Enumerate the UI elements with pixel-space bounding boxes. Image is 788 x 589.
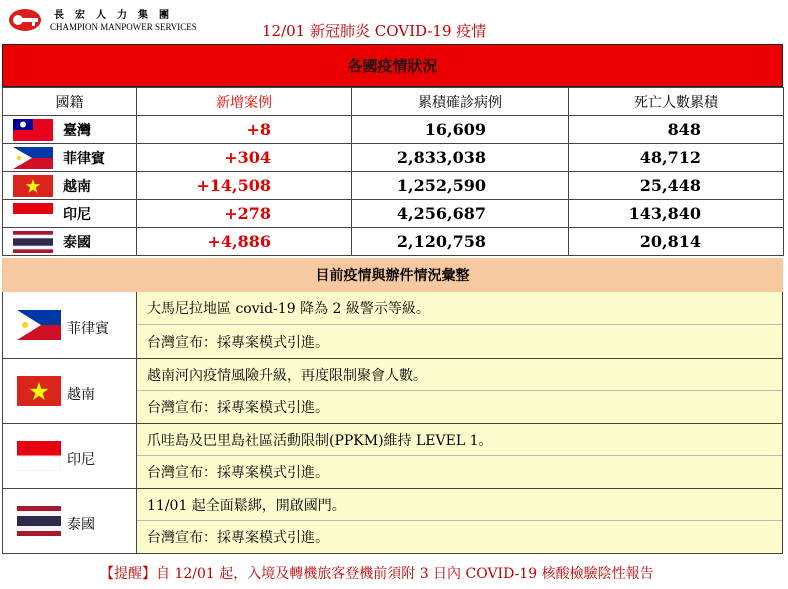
table-row (3, 172, 784, 200)
summary-country-name: 泰國 (67, 517, 95, 533)
country-cell (3, 144, 137, 172)
page-title: 12/01 新冠肺炎 COVID-19 疫情 (262, 22, 487, 40)
table-header-row (3, 88, 784, 116)
table-row (3, 116, 784, 144)
country-name: 臺灣 (63, 122, 91, 139)
summary-country-name: 越南 (67, 387, 95, 403)
summary-country-name: 印尼 (67, 452, 95, 468)
table-row (3, 200, 784, 228)
country-cell (3, 116, 137, 144)
country-name: 印尼 (63, 206, 91, 223)
summary-row (2, 489, 783, 554)
summary-taiwan-note: 台灣宣布：採專案模式引進。 (147, 334, 329, 351)
taiwan-flag-icon (13, 119, 53, 141)
summary-details (137, 292, 782, 358)
total-cases-value: 2,120,758 (352, 228, 569, 256)
new-cases-value: +4,886 (137, 228, 352, 256)
summary-situation: 11/01 起全面鬆綁，開啟國門。 (137, 489, 782, 521)
header-nationality: 國籍 (3, 88, 137, 116)
indonesia-flag-icon (17, 441, 61, 471)
table-row (3, 228, 784, 256)
deaths-value: 48,712 (569, 144, 784, 172)
vietnam-flag-icon (13, 175, 53, 197)
summary-country-cell (3, 359, 137, 423)
new-cases-value: +14,508 (137, 172, 352, 200)
summary-country-cell (3, 424, 137, 488)
total-cases-value: 16,609 (352, 116, 569, 144)
summary-country-name: 菲律賓 (67, 321, 109, 337)
summary-country-cell (3, 292, 137, 358)
footer-reminder: 【提醒】自 12/01 起，入境及轉機旅客登機前須附 3 日內 COVID-19 核酸檢驗陰性報告 (100, 566, 654, 582)
header-deaths: 死亡人數累積 (569, 88, 784, 116)
country-name: 越南 (63, 178, 91, 195)
total-cases-value: 1,252,590 (352, 172, 569, 200)
summary-taiwan-note: 台灣宣布：採專案模式引進。 (147, 530, 329, 546)
country-cell (3, 228, 137, 256)
champion-logo-icon (8, 8, 42, 32)
company-name-cn: 長宏人力集團 (54, 10, 180, 21)
summary-details (137, 359, 782, 423)
summary-details (137, 424, 782, 488)
company-logo (8, 6, 228, 36)
summary-table (2, 292, 783, 554)
covid-stats-table (2, 87, 784, 256)
summary-situation: 大馬尼拉地區 covid-19 降為 2 級警示等級。 (137, 292, 782, 325)
summary-details (137, 489, 782, 553)
company-name-en: CHAMPION MANPOWER SERVICES (50, 22, 197, 32)
indonesia-flag-icon (13, 203, 53, 225)
summary-situation: 越南河內疫情風險升級，再度限制聚會人數。 (137, 359, 782, 391)
vietnam-flag-icon (17, 376, 61, 406)
new-cases-value: +278 (137, 200, 352, 228)
summary-taiwan-note: 台灣宣布：採專案模式引進。 (147, 400, 329, 416)
total-cases-value: 2,833,038 (352, 144, 569, 172)
deaths-value: 848 (569, 116, 784, 144)
philippines-flag-icon (17, 310, 61, 340)
table-row (3, 144, 784, 172)
country-cell (3, 200, 137, 228)
summary-taiwan-note: 台灣宣布：採專案模式引進。 (147, 465, 329, 481)
thailand-flag-icon (17, 506, 61, 536)
summary-situation: 爪哇島及巴里島社區活動限制(PPKM)維持 LEVEL 1。 (137, 424, 782, 456)
deaths-value: 20,814 (569, 228, 784, 256)
summary-row (2, 359, 783, 424)
section-title-country-status: 各國疫情狀況 (2, 44, 783, 87)
total-cases-value: 4,256,687 (352, 200, 569, 228)
summary-country-cell (3, 489, 137, 553)
new-cases-value: +8 (137, 116, 352, 144)
country-name: 泰國 (63, 234, 91, 251)
thailand-flag-icon (13, 231, 53, 253)
summary-row (2, 292, 783, 359)
header-total-cases: 累積確診病例 (352, 88, 569, 116)
country-name: 菲律賓 (63, 150, 105, 167)
new-cases-value: +304 (137, 144, 352, 172)
section-title-summary: 目前疫情與辦件情況彙整 (2, 258, 783, 292)
header-new-cases: 新增案例 (137, 88, 352, 116)
country-cell (3, 172, 137, 200)
philippines-flag-icon (13, 147, 53, 169)
deaths-value: 143,840 (569, 200, 784, 228)
deaths-value: 25,448 (569, 172, 784, 200)
summary-row (2, 424, 783, 489)
